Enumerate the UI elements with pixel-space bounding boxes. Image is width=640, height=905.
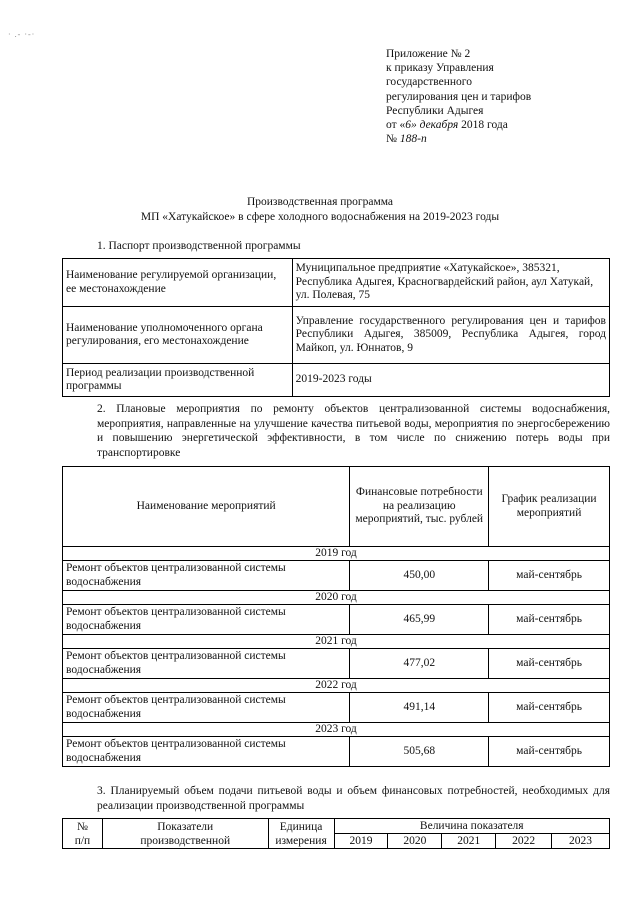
col-header-unit: Единица измерения [268,819,334,849]
measure-amount: 491,14 [350,693,489,723]
measure-amount: 505,68 [350,737,489,767]
passport-value: 2019-2023 годы [292,364,609,397]
measure-schedule: май-сентябрь [489,693,610,723]
year-row: 2019 год [63,547,610,561]
col-header-number: № п/п [63,819,103,849]
approval-line: государственного [386,76,472,89]
measure-name: Ремонт объектов централизованной системы водоснабжения [63,649,350,679]
measure-schedule: май-сентябрь [489,737,610,767]
document-title [0,195,640,225]
col-header-indicators: Показатели производственной [102,819,268,849]
approval-line: к приказу Управления [386,62,494,75]
year-row: 2022 год [63,679,610,693]
measure-amount: 465,99 [350,605,489,635]
approval-number: № 188-п [386,133,427,146]
measure-name: Ремонт объектов централизованной системы водоснабжения [63,693,350,723]
section3-text: 3. Планируемый объем подачи питьевой воды и объем финансовых потребностей, необходимых для реализации производственной программы [97,785,610,812]
approval-date: от «6» декабря 2018 года [386,119,508,132]
passport-value: Муниципальное предприятие «Хатукайское», 385321, Республика Адыгея, Красногвардейский район, аул Хатукай, ул. Полевая, 75 [292,259,609,307]
measure-name: Ремонт объектов централизованной системы водоснабжения [63,605,350,635]
measure-name: Ремонт объектов централизованной системы водоснабжения [63,737,350,767]
col-header-year: 2020 [388,834,442,849]
corner-scan-mark: · .- ·-· [8,30,36,39]
indicators-table [62,818,610,849]
col-header-year: 2022 [496,834,552,849]
col-header-year: 2021 [442,834,496,849]
measure-name: Ремонт объектов централизованной системы водоснабжения [63,561,350,591]
section1-heading: 1. Паспорт производственной программы [97,240,301,252]
section2-text: 2. Плановые мероприятия по ремонту объектов централизованной системы водоснабжения, мероприятия, направленные на улучшение качества питьевой воды, мероприятия по энергосбережению и повышению энергетической эффективности, в том числе по снижению потерь воды при транспортировке [97,403,610,459]
measure-amount: 450,00 [350,561,489,591]
passport-label: Наименование уполномоченного органа регулирования, его местонахождение [63,307,293,364]
handwritten-day: 6 [405,119,411,132]
year-row: 2023 год [63,723,610,737]
title-line: МП «Хатукайское» в сфере холодного водоснабжения на 2019-2023 годы [140,211,500,223]
col-header-finance: Финансовые потребности на реализацию мероприятий, тыс. рублей [350,467,489,547]
year-row: 2021 год [63,635,610,649]
approval-line: Приложение № 2 [386,48,471,60]
col-header-year: 2019 [334,834,388,849]
col-header-measures: Наименование мероприятий [63,467,350,547]
handwritten-month: » декабря [411,119,459,132]
col-header-value-group: Величина показателя [334,819,609,834]
measures-table [62,466,610,767]
passport-table [62,258,610,397]
col-header-schedule: График реализации мероприятий [489,467,610,547]
year-row: 2020 год [63,591,610,605]
title-line: Производственная программа [246,196,394,208]
handwritten-number: 188-п [399,133,427,146]
measure-amount: 477,02 [350,649,489,679]
passport-value: Управление государственного регулирования цен и тарифов Республики Адыгея, 385009, Республика Адыгея, город Майкоп, ул. Юннатов, 9 [292,307,609,364]
measure-schedule: май-сентябрь [489,649,610,679]
approval-block [386,47,616,146]
passport-label: Наименование регулируемой организации, ее местонахождение [63,259,293,307]
col-header-year: 2023 [552,834,610,849]
measure-schedule: май-сентябрь [489,561,610,591]
measure-schedule: май-сентябрь [489,605,610,635]
approval-line: регулирования цен и тарифов [386,90,532,103]
passport-label: Период реализации производственной программы [63,364,293,397]
approval-line: Республики Адыгея [386,104,484,117]
